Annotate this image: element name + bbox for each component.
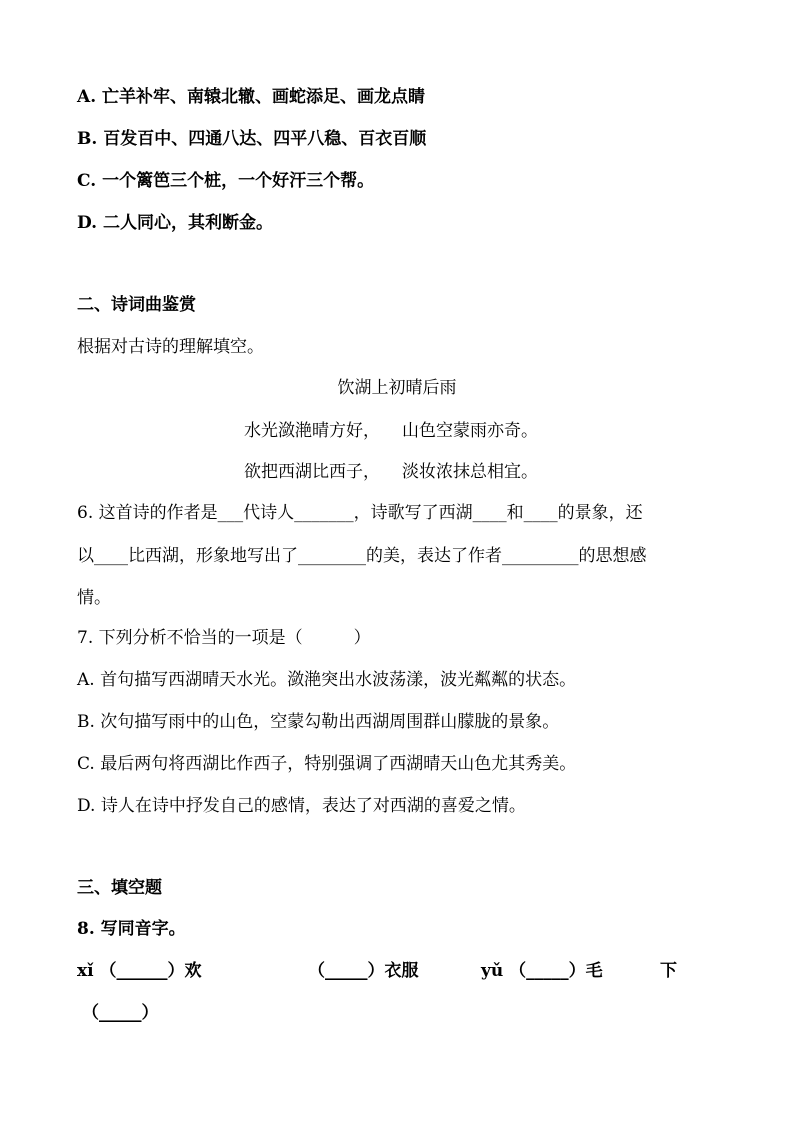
option-a: A. 亡羊补牢、南辕北辙、画蛇添足、画龙点睛 — [77, 87, 426, 107]
poem-title: 饮湖上初晴后雨 — [337, 378, 457, 398]
question-8-stem: 8. 写同音字。 — [77, 919, 186, 939]
option-c: C. 一个篱笆三个桩，一个好汗三个帮。 — [77, 171, 375, 191]
poem-line-1a: 水光潋滟晴方好， — [244, 421, 380, 441]
instruction-text: 根据对古诗的理解填空。 — [77, 337, 264, 357]
poem-line-2a: 欲把西湖比西子， — [244, 462, 380, 482]
section-heading: 三、填空题 — [77, 878, 162, 898]
question-7-option-c: C. 最后两句将西湖比作西子，特别强调了西湖晴天山色尤其秀美。 — [77, 754, 577, 774]
fill-item-3: yǔ （_____）毛 — [481, 961, 603, 981]
option-b: B. 百发百中、四通八达、四平八稳、百衣百顺 — [77, 129, 427, 149]
question-7-option-a: A. 首句描写西湖晴天水光。潋滟突出水波荡漾，波光粼粼的状态。 — [77, 670, 577, 690]
fill-item-4-blank: （_____） — [82, 1003, 159, 1023]
option-d: D. 二人同心，其利断金。 — [77, 213, 273, 233]
section-heading: 二、诗词曲鉴赏 — [77, 295, 196, 315]
poem-line-2b: 淡妆浓抹总相宜。 — [402, 462, 538, 482]
fill-item-2: （_____）衣服 — [308, 961, 419, 981]
question-7-option-d: D. 诗人在诗中抒发自己的感情，表达了对西湖的喜爱之情。 — [77, 796, 526, 816]
question-6-line-1: 6. 这首诗的作者是___代诗人_______，诗歌写了西湖____和____的景象，还 — [77, 503, 643, 523]
question-7-stem: 7. 下列分析不恰当的一项是（ ） — [77, 628, 371, 648]
question-6-line-2: 以____比西湖，形象地写出了________的美，表达了作者_________的思想感 — [77, 546, 647, 566]
poem-line-1b: 山色空蒙雨亦奇。 — [402, 421, 538, 441]
fill-item-1: xǐ （______）欢 — [77, 961, 202, 981]
question-6-line-3: 情。 — [77, 588, 111, 608]
question-7-option-b: B. 次句描写雨中的山色，空蒙勾勒出西湖周围群山朦胧的景象。 — [77, 712, 560, 732]
fill-item-4-word: 下 — [660, 961, 677, 981]
